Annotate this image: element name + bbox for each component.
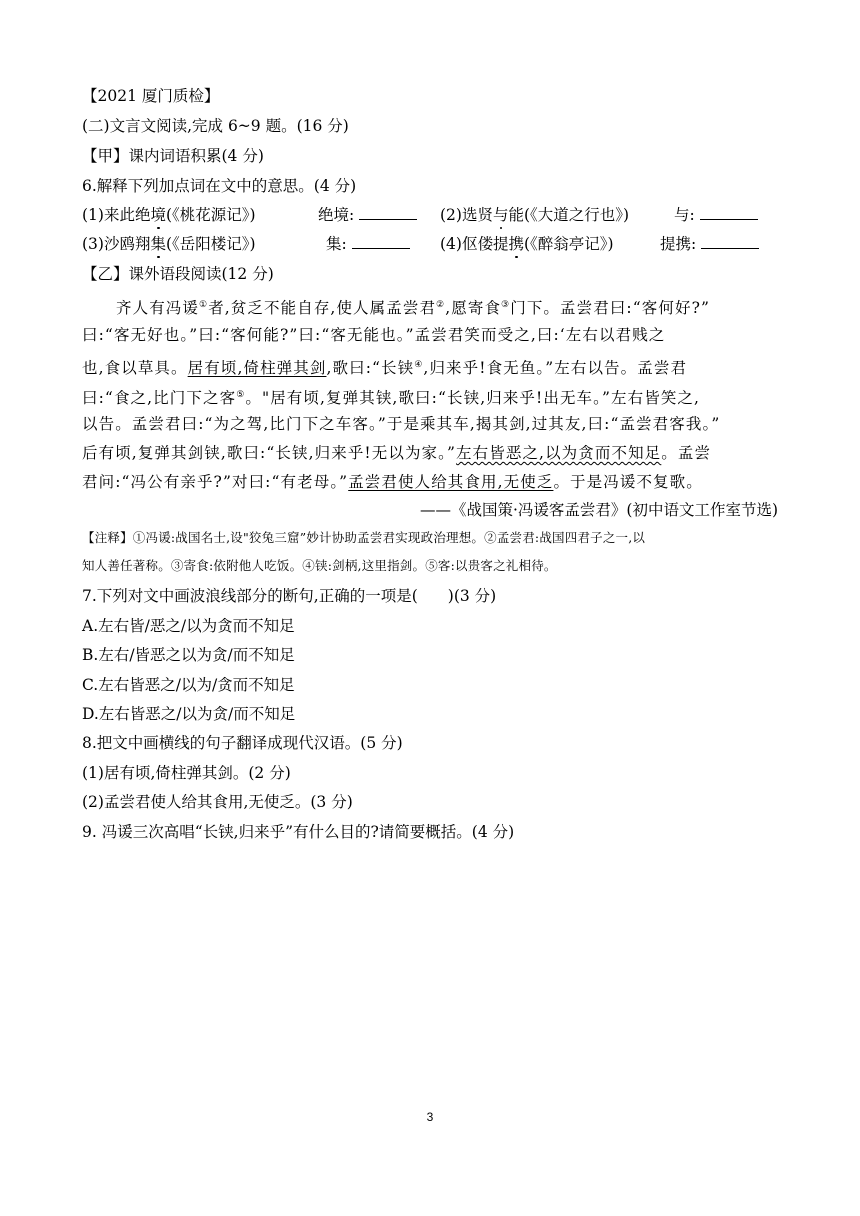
question-6-item-3 — [82, 234, 256, 254]
answer-label: 集: — [326, 235, 347, 253]
passage-line-2: 曰:“客无好也。”曰:“客何能?”曰:“客无能也。”孟尝君笑而受之,曰:‘左右以君贱之 — [82, 326, 666, 344]
item-text: (2)选贤 — [440, 206, 493, 224]
passage-text: 。"居有顷,复弹其铗,歌曰:“长铗,归来乎!出无车。”左右皆笑之, — [245, 389, 701, 408]
footnote-marker: ③ — [501, 300, 511, 310]
passage-text: 曰:“食之,比门下之客 — [82, 389, 237, 408]
question-6-item-4 — [440, 234, 614, 254]
question-6-item-1 — [82, 205, 256, 225]
passage-text: 。孟尝 — [661, 444, 712, 462]
annotation-line-1: 【注释】①冯谖:战国名士,设"狡兔三窟”妙计协助孟尝君实现政治理想。②孟尝君:战国四君子之一,以 — [82, 530, 646, 545]
exam-source-header: 【2021 厦门质检】 — [82, 87, 220, 105]
option-b[interactable]: B.左右/皆恶之以为贪/而不知足 — [82, 646, 295, 664]
passage-line-5: 以告。孟尝君曰:“为之驾,比门下之车客。”于是乘其车,揭其剑,过其友,曰:“孟尝君客我。” — [82, 415, 721, 433]
stem-text: 7.下列对文中画波浪线部分的断句,正确的一项是( — [82, 587, 418, 605]
item-source: (《岳阳楼记》) — [165, 235, 256, 253]
option-a[interactable]: A.左右皆/恶之/以为贪而不知足 — [82, 617, 295, 635]
option-d[interactable]: D.左右皆恶之/以为贪/而不知足 — [82, 705, 296, 723]
underlined-sentence: 孟尝君使人给其食用,无使乏 — [348, 473, 554, 491]
dotted-word: 境 — [150, 206, 166, 224]
answer-blank[interactable] — [352, 234, 410, 249]
page-number: 3 — [426, 1110, 434, 1124]
option-c[interactable]: C.左右皆恶之/以为/贪而不知足 — [82, 676, 295, 694]
answer-blank[interactable] — [700, 205, 758, 220]
question-6-stem: 6.解释下列加点词在文中的意思。(4 分) — [82, 177, 357, 195]
question-6-answer-3 — [326, 234, 410, 254]
question-9-stem: 9. 冯谖三次高唱“长铗,归来乎”有什么目的?请简要概括。(4 分) — [82, 823, 515, 841]
passage-text: 君问:“冯公有亲乎?”对曰:“有老母。” — [82, 473, 349, 491]
footnote-marker: ① — [199, 300, 209, 310]
passage-line-1 — [116, 295, 710, 318]
dotted-word: 与 — [492, 206, 509, 224]
question-6-answer-2 — [674, 205, 758, 225]
passage-text: 。于是冯谖不复歌。 — [553, 473, 703, 491]
question-8-item-2: (2)孟尝君使人给其食用,无使乏。(3 分) — [82, 793, 353, 811]
question-8-item-1: (1)居有顷,倚柱弹其剑。(2 分) — [82, 764, 291, 782]
item-text: (1)来此绝 — [82, 206, 151, 224]
question-8-stem: 8.把文中画横线的句子翻译成现代汉语。(5 分) — [82, 734, 403, 752]
answer-blank[interactable] — [701, 234, 759, 249]
passage-text: 后有顷,复弹其剑铗,歌曰:“长铗,归来乎!无以为家。” — [82, 444, 457, 462]
passage-line-3 — [82, 355, 687, 378]
part-a-title: 【甲】课内词语积累(4 分) — [82, 147, 264, 165]
item-source: 能(《大道之行也》) — [508, 206, 630, 224]
underlined-sentence: 居有顷,倚柱弹其剑 — [187, 359, 327, 378]
annotation-line-2: 知人善任著称。③寄食:依附他人吃饭。④铗:剑柄,这里指剑。⑤客:以贵客之礼相待。 — [82, 558, 557, 573]
answer-label: 与: — [674, 206, 695, 224]
passage-text: 也,食以草具。 — [82, 359, 188, 378]
footnote-marker: ② — [436, 300, 446, 310]
question-6-answer-4 — [660, 234, 759, 254]
item-text: (4)伛偻提 — [440, 235, 509, 253]
item-source: (《桃花源记》) — [165, 206, 256, 224]
passage-line-6 — [82, 443, 711, 463]
stem-text: )(3 分) — [447, 587, 497, 605]
passage-line-4 — [82, 385, 700, 408]
answer-label: 提携: — [660, 235, 697, 253]
footnote-marker: ⑤ — [236, 390, 246, 400]
dotted-word: 携 — [508, 235, 524, 253]
passage-text: 者,贫乏不能自存,使人属孟尝君 — [208, 299, 437, 318]
passage-text: ,愿寄食 — [445, 299, 502, 318]
passage-text: 齐人有冯谖 — [116, 299, 200, 318]
item-source: (《醉翁亭记》) — [523, 235, 614, 253]
passage-text: ,歌曰:“长铗 — [326, 359, 415, 378]
question-6-answer-1 — [318, 205, 417, 225]
part-b-title: 【乙】课外语段阅读(12 分) — [82, 265, 274, 283]
passage-source: ——《战国策·冯谖客孟尝君》(初中语文工作室节选) — [419, 501, 778, 519]
question-7-stem — [82, 586, 496, 606]
passage-text: ,归来乎!食无鱼。”左右以告。孟尝君 — [423, 359, 688, 378]
dotted-word: 集 — [150, 235, 166, 253]
passage-line-7 — [82, 472, 703, 492]
item-text: (3)沙鸥翔 — [82, 235, 151, 253]
question-6-item-2 — [440, 205, 629, 225]
answer-label: 绝境: — [318, 206, 355, 224]
answer-blank[interactable] — [359, 205, 417, 220]
passage-text: 门下。孟尝君曰:“客何好?” — [510, 299, 710, 318]
wavy-underlined-sentence: 左右皆恶之,以为贪而不知足 — [456, 444, 662, 462]
footnote-marker: ④ — [414, 360, 424, 370]
section-title: (二)文言文阅读,完成 6~9 题。(16 分) — [82, 117, 349, 135]
